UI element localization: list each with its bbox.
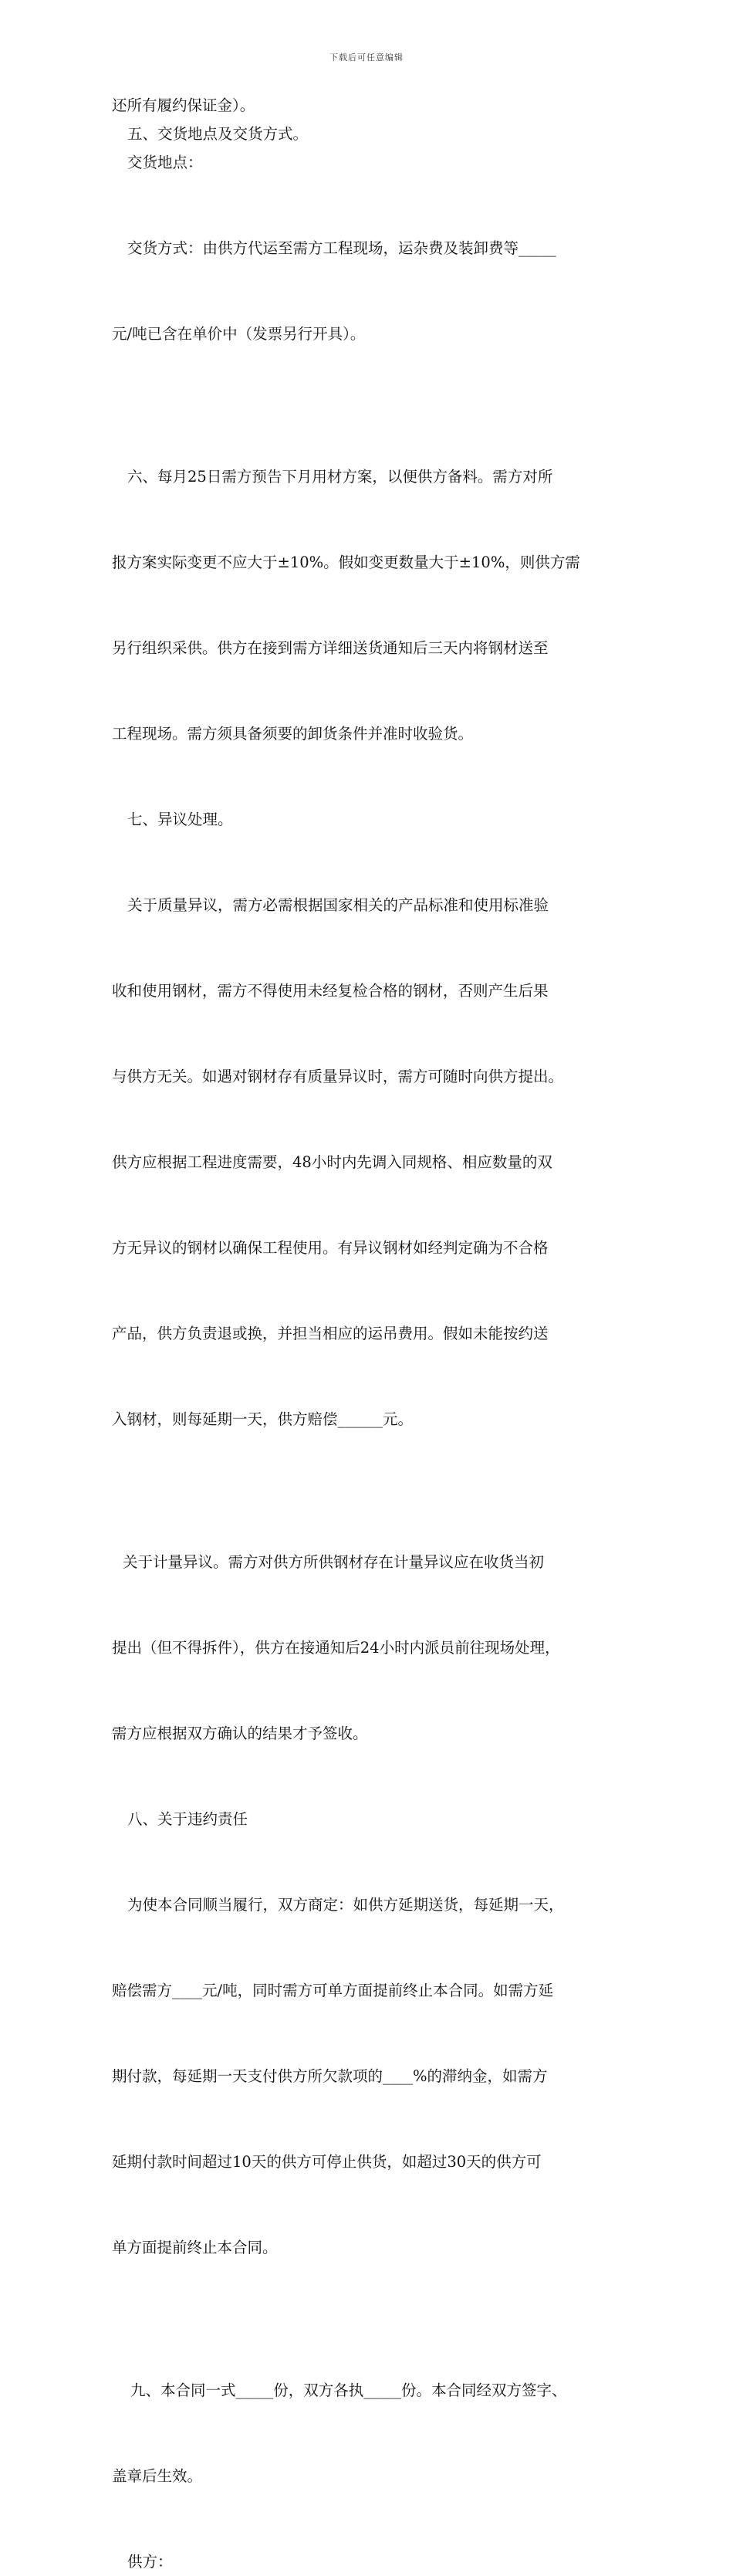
text-line: 八、关于违约责任 xyxy=(127,1810,248,1828)
text-line: 交货地点： xyxy=(127,154,203,171)
text-line: 五、交货地点及交货方式。 xyxy=(127,125,309,143)
paragraph-supplier-signature xyxy=(112,2547,625,2576)
text-line: 入钢材，则每延期一天，供方赔偿______元。 xyxy=(112,1410,414,1428)
text-line: 供方： xyxy=(127,2553,173,2571)
paragraph-breach-liability xyxy=(112,1833,625,2319)
text-line: 交货方式：由供方代运至需方工程现场，运杂费及装卸费等_____ xyxy=(127,239,556,257)
paragraph-section-8 xyxy=(112,1805,625,1833)
paragraph-section-6 xyxy=(112,405,625,805)
text-line: 元/吨已含在单价中（发票另行开具）。 xyxy=(112,325,366,343)
text-line: 供方应根据工程进度需要，48小时内先调入同规格、相应数量的双 xyxy=(112,1153,552,1171)
text-line: 另行组织采供。供方在接到需方详细送货通知后三天内将钢材送至 xyxy=(112,639,549,657)
text-line: 还所有履约保证金）。 xyxy=(112,96,255,114)
text-line: 收和使用钢材，需方不得使用未经复检合格的钢材，否则产生后果 xyxy=(112,982,549,1000)
text-line: 与供方无关。如遇对钢材存有质量异议时，需方可随时向供方提出。 xyxy=(112,1068,564,1085)
paragraph-section-5 xyxy=(112,120,625,148)
page-header: 下载后可任意编辑 xyxy=(329,52,404,63)
text-line: 六、每月25日需方预告下月用材方案，以便供方备料。需方对所 xyxy=(127,468,553,486)
paragraph-measurement-dispute xyxy=(112,1491,625,1805)
text-line: 需方应根据双方确认的结果才予签收。 xyxy=(112,1725,368,1742)
text-line: 产品，供方负责退或换，并担当相应的运吊费用。假如未能按约送 xyxy=(112,1325,549,1342)
text-line: 单方面提前终止本合同。 xyxy=(112,2239,278,2256)
paragraph-quality-dispute xyxy=(112,834,625,1491)
text-line: 延期付款时间超过10天的供方可停止供货，如超过30天的供方可 xyxy=(112,2153,542,2171)
text-line: 关于质量异议，需方必需根据国家相关的产品标准和使用标准验 xyxy=(127,896,549,914)
paragraph-section-7 xyxy=(112,805,625,834)
text-line: 期付款，每延期一天支付供方所欠款项的____%的滞纳金，如需方 xyxy=(112,2067,548,2085)
text-line: 工程现场。需方须具备须要的卸货条件并准时收验货。 xyxy=(112,725,474,743)
text-line: 方无异议的钢材以确保工程使用。有异议钢材如经判定确为不合格 xyxy=(112,1239,549,1257)
paragraph-delivery-method xyxy=(112,177,625,405)
paragraph-1 xyxy=(112,91,625,120)
document-body xyxy=(112,91,625,2576)
text-line: 关于计量异议。需方对供方所供钢材存在计量异议应在收货当初 xyxy=(123,1553,545,1571)
paragraph-delivery-place xyxy=(112,148,625,177)
text-line: 九、本合同一式_____份，双方各执_____份。本合同经双方签字、 xyxy=(130,2381,567,2399)
text-line: 七、异议处理。 xyxy=(127,811,233,828)
text-line: 报方案实际变更不应大于±10%。假如变更数量大于±10%，则供方需 xyxy=(112,553,580,571)
text-line: 提出（但不得拆件），供方在接通知后24小时内派员前往现场处理， xyxy=(112,1639,560,1657)
text-line: 赔偿需方____元/吨，同时需方可单方面提前终止本合同。如需方延 xyxy=(112,1982,554,1999)
text-line: 盖章后生效。 xyxy=(112,2467,203,2485)
text-line: 为使本合同顺当履行，双方商定：如供方延期送货，每延期一天， xyxy=(127,1896,564,1914)
paragraph-section-9 xyxy=(112,2319,625,2547)
